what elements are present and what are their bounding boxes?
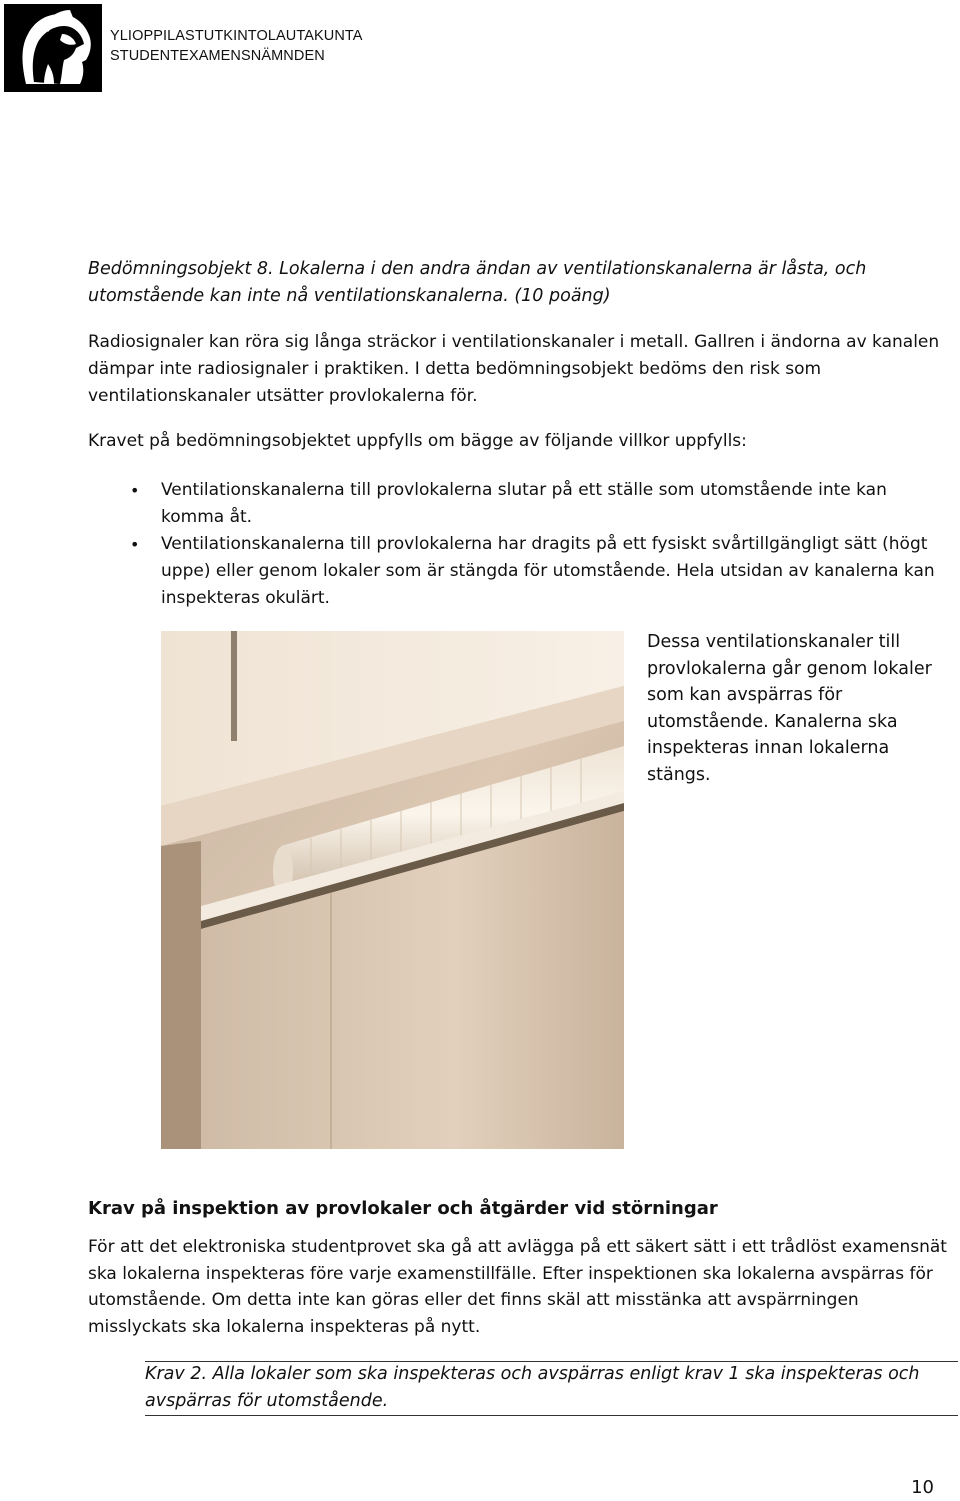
org-name-finnish: YLIOPPILASTUTKINTOLAUTAKUNTA [110,28,363,44]
section-heading: Krav på inspektion av provlokaler och åtgärder vid störningar [88,1198,718,1219]
organisation-name [110,26,363,66]
helmeted-head-logo-icon [4,4,102,92]
requirement-2-text: Krav 2. Alla lokaler som ska inspekteras och avspärras enligt krav 1 ska inspekteras och avspärras för utomstående. [145,1364,920,1411]
page-header [0,0,960,100]
list-item: • Ventilationskanalerna till provlokalerna slutar på ett ställe som utomstående inte kan komma åt. [88,477,938,531]
inspection-paragraph: För att det elektroniska studentprovet ska gå att avlägga på ett säkert sätt i ett trådlöst examensnät ska lokalerna inspekteras före varje examenstillfälle. Efter inspektionen ska lokalerna avspärras för utomstående. Om detta inte kan göras eller det finns skäl att misstänka att avspärrningen misslyckats ska lokalerna inspekteras på nytt. [88,1237,947,1337]
ventilation-duct-photo [161,631,624,1149]
radio-signals-paragraph: Radiosignaler kan röra sig långa sträckor i ventilationskanaler i metall. Gallren i ändorna av kanalen dämpar inte radiosignaler i praktiken. I detta bedömningsobjekt bedöms den risk som ventilationskanaler utsätter provlokalerna för. [88,332,940,406]
page-number: 10 [911,1477,934,1498]
photo-caption: Dessa ventilationskanaler till provlokalerna går genom lokaler som kan avspärras för utomstående. Kanalerna ska inspekteras innan lokalerna stängs. [647,632,932,785]
requirement-conditions-list [88,477,938,612]
org-name-swedish: STUDENTEXAMENSNÄMNDEN [110,48,325,64]
assessment-object-title: Bedömningsobjekt 8. Lokalerna i den andra ändan av ventilationskanalerna är låsta, och utomstående kan inte nå ventilationskanalerna. (10 poäng) [88,259,867,306]
list-item: • Ventilationskanalerna till provlokalerna har dragits på ett fysiskt svårtillgängligt sätt (högt uppe) eller genom lokaler som är stängda för utomstående. Hela utsidan av kanalerna kan inspekteras okulärt. [88,531,938,612]
requirement-intro-paragraph: Kravet på bedömningsobjektet uppfylls om bägge av följande villkor uppfylls: [88,431,747,451]
